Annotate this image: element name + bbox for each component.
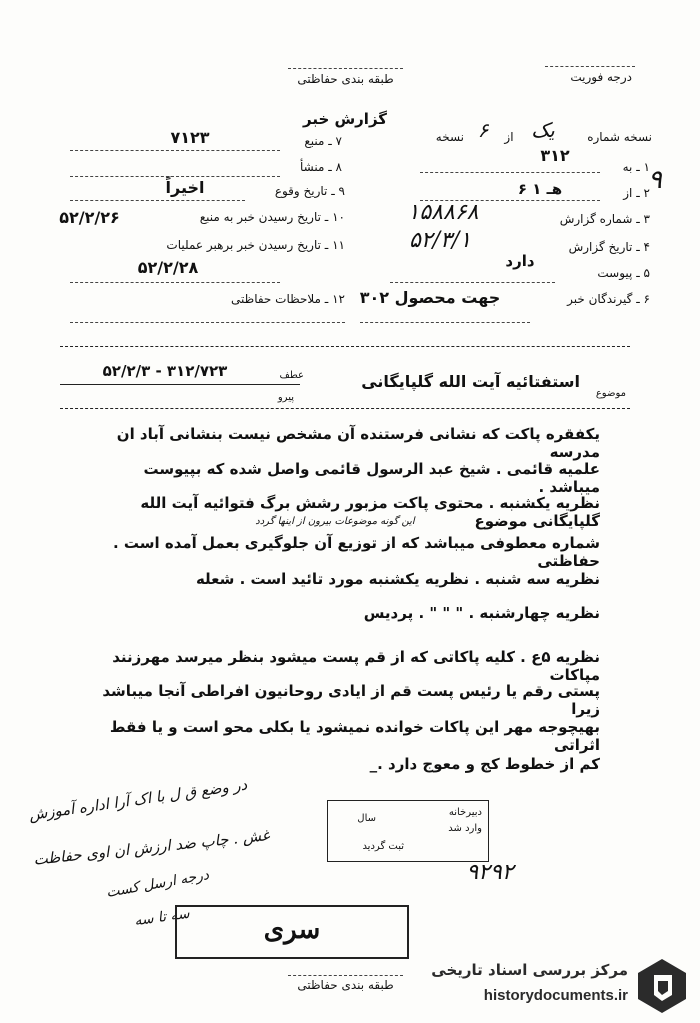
copies-label: نسخه: [435, 130, 464, 144]
field11-value: ۵۲/۲/۲۸: [137, 258, 199, 277]
received-stamp: [327, 800, 489, 862]
body-line-5: نظریه سه شنبه . نظریه یکشنبه مورد تائید است . شعله: [195, 570, 600, 588]
field2-value: ۶ هـ ۱: [517, 180, 563, 198]
of-copies-label: از: [504, 130, 514, 144]
received-stamp-line1: دبیرخانه: [448, 807, 482, 818]
archive-logo-icon: [632, 955, 692, 1015]
of-copies-value: ۶: [477, 118, 489, 142]
copy-number-value: یک: [531, 118, 555, 142]
handwriting-line-3: درجه ارسل کست: [105, 867, 211, 901]
field1-value: ۳۱۲: [540, 146, 570, 165]
archive-logo-title: مرکز بررسی اسناد تاریخی: [431, 961, 628, 979]
body-line-3: نظریه یکشنبه . محتوی پاکت مزبور رشش برگ فتوائیه آیت الله گلپایگانی موضوع: [140, 494, 600, 530]
body-line-9: بهیچوجه مهر این پاکات خوانده نمیشود یا بکلی محو است و یا فقط اثراتی: [109, 718, 600, 754]
field8-label: ۸ ـ منشأ: [299, 160, 342, 174]
field4-value: ۵۲/۳/۱: [408, 228, 472, 253]
subject-bottom-line: [60, 408, 630, 409]
field12-line: [70, 322, 345, 323]
archive-logo-url: historydocuments.ir: [483, 987, 628, 1004]
handwriting-line-2: غش . چاپ ضد ارزش ان اوی حفاظت: [32, 826, 271, 869]
body-line-8: پستی رقم یا رئیس پست قم از ایادی روحانیون افراطی آنجا میباشد زیرا: [102, 682, 600, 718]
field8-line: [70, 176, 280, 177]
urgency-label: درجه فوریت: [570, 70, 632, 84]
field1-label: ۱ ـ به: [622, 160, 650, 174]
field7-label: ۷ ـ منبع: [304, 134, 342, 148]
received-stamp-line2: وارد شد: [448, 823, 482, 834]
field9-value: اخیراً: [165, 178, 205, 197]
subject-label: موضوع: [595, 388, 626, 399]
body-line-6: نظریه چهارشنبه . " " " . پردیس: [363, 604, 600, 622]
classification-top-line: [288, 68, 403, 69]
field3-value: ۱۵۸۸۶۸: [407, 200, 479, 225]
field1-line: [420, 172, 600, 173]
field4-label: ۴ ـ تاریخ گزارش: [568, 240, 650, 254]
handwritten-number: ۹۲۹۲: [466, 860, 514, 885]
copy-number-label: نسخه شماره: [587, 130, 652, 144]
field10-label: ۱۰ ـ تاریخ رسیدن خبر به منبع: [199, 210, 345, 224]
body-line-2: علمیه قائمی . شیخ عبد الرسول قائمی واصل شده که بپیوست میباشد .: [143, 460, 600, 496]
body-line-1: یکفقره پاکت که نشانی فرستنده آن مشخص نیست بنشانی آباد ان مدرسه: [116, 425, 600, 461]
body-line-4: شماره معطوفی میباشد که از توزیع آن جلوگیری بعمل آمده است . حفاظتی: [112, 534, 600, 570]
field6-value: ۳۰۲ جهت محصول: [359, 288, 501, 307]
field11-label: ۱۱ ـ تاریخ رسیدن خبر برهبر عملیات: [166, 238, 345, 252]
field9-label: ۹ ـ تاریخ وقوع: [274, 184, 345, 198]
field6-label: ۶ ـ گیرندگان خبر: [567, 292, 650, 306]
field5-label: ۵ ـ پیوست: [597, 266, 650, 280]
field3-label: ۳ ـ شماره گزارش: [559, 212, 650, 226]
body-margin-note: این گونه موضوعات بیرون از اینها گردد: [255, 516, 415, 527]
field5-line: [390, 282, 555, 283]
secret-stamp-text: سری: [263, 915, 321, 945]
field12-label: ۱۲ ـ ملاحظات حفاظتی: [231, 292, 345, 306]
classification-bottom: طبقه بندی حفاظتی: [297, 978, 394, 992]
ref-value: ۵۲/۲/۳ - ۳۱۲/۷۲۳: [102, 362, 228, 380]
margin-mark: ۹: [648, 165, 662, 195]
field2-label: ۲ ـ از: [623, 186, 650, 200]
handwriting-line-1: در وضع ق ل با اک آرا اداره آموزش: [27, 775, 249, 824]
report-title: گزارش خبر: [302, 110, 388, 128]
classification-bottom-line: [288, 975, 403, 976]
follow-label: پیرو: [277, 392, 294, 403]
field10-value: ۵۲/۲/۲۶: [59, 208, 120, 227]
ref-line: [60, 384, 300, 385]
urgency-line: [545, 66, 635, 67]
secret-stamp: [175, 905, 409, 959]
field7-line: [70, 150, 280, 151]
field11-line: [70, 282, 280, 283]
field5-value: دارد: [505, 252, 535, 270]
field7-value: ۷۱۲۳: [170, 128, 210, 147]
classification-top: طبقه بندی حفاظتی: [297, 72, 394, 86]
received-stamp-line3: ثبت گردید: [362, 841, 404, 852]
field9-line: [70, 200, 245, 201]
body-line-7: نظریه ۵ع . کلیه پاکاتی که از قم پست میشود بنظر میرسد مهرزنند مپاکات: [112, 648, 600, 684]
body-line-10: کم از خطوط کج و معوج دارد ._: [369, 755, 600, 773]
handwriting-line-4: سه تا سه: [133, 905, 191, 930]
field6-line: [360, 322, 530, 323]
subject-value: استفتائیه آیت الله گلپایگانی: [361, 372, 580, 391]
ref-label: عطف: [279, 370, 304, 381]
received-stamp-year: سال: [357, 813, 376, 824]
archive-logo: [432, 955, 692, 1017]
subject-top-line: [60, 346, 630, 347]
